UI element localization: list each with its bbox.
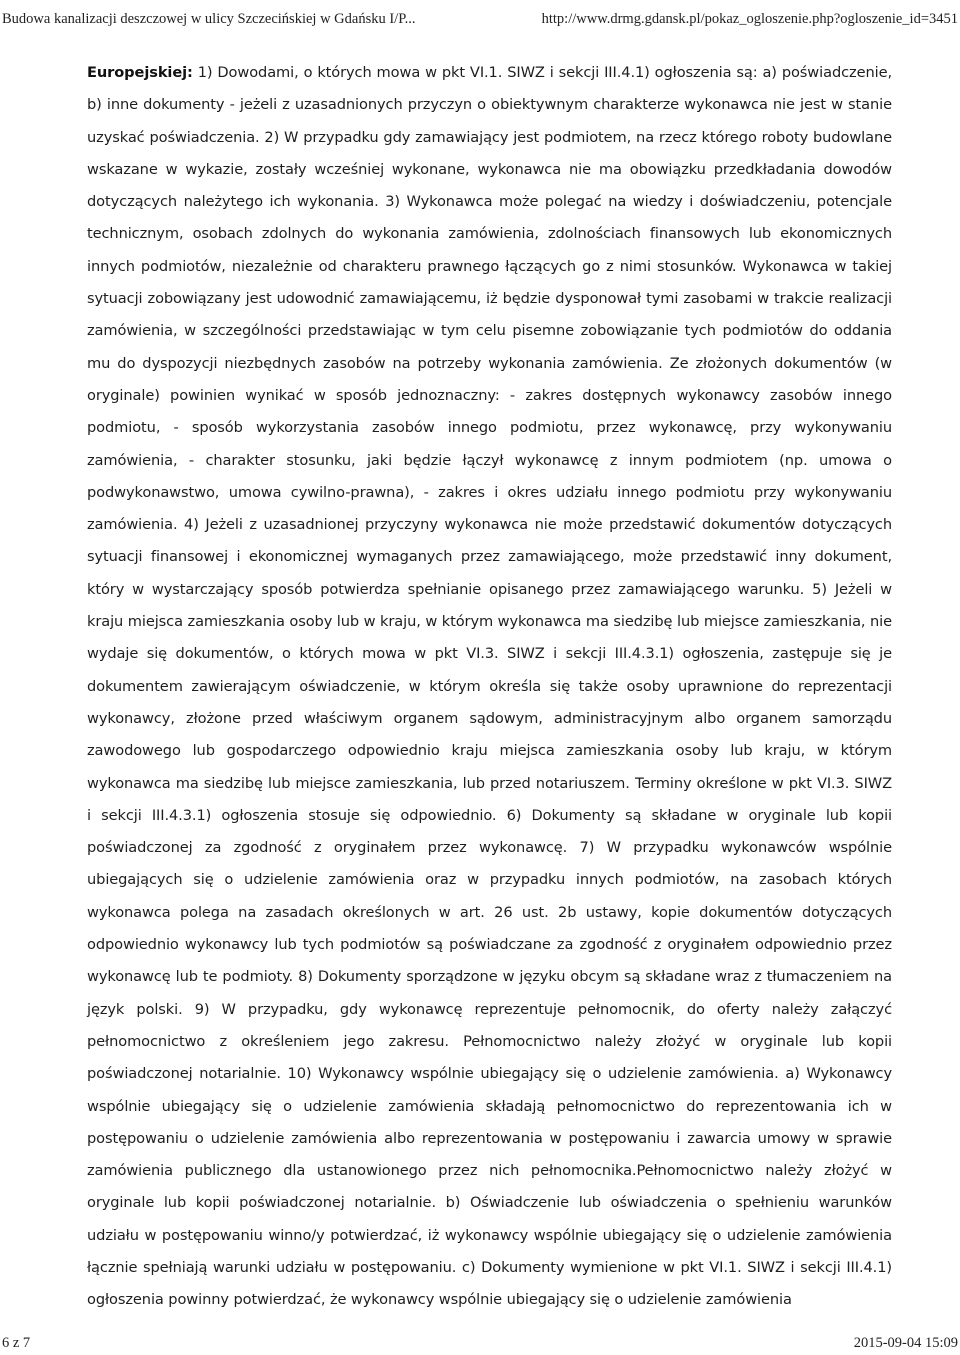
page-number: 6 z 7: [2, 1335, 31, 1351]
print-datetime: 2015-09-04 15:09: [853, 1335, 958, 1351]
body-paragraph: 1) Dowodami, o których mowa w pkt VI.1. SIWZ i sekcji III.4.1) ogłoszenia są: a) poświadczenie, b) inne dokumenty - jeżeli z uzasadnionych przyczyn o obiektywnym charakterze wykonawca nie jest w stanie uzyskać poświadczenia. 2) W przypadku gdy zamawiający jest podmiotem, na rzecz którego roboty budowlane wskazane w wykazie, zostały wcześniej wykonane, wykonawca nie ma obowiązku przedkładania dowodów dotyczących należytego ich wykonania. 3) Wykonawca może polegać na wiedzy i doświadczeniu, potencjale technicznym, osobach zdolnych do wykonania zamówienia, zdolnościach finansowych lub ekonomicznych innych podmiotów, niezależnie od charakteru prawnego łączących go z nimi stosunków. Wykonawca w takiej sytuacji zobowiązany jest udowodnić zamawiającemu, iż będzie dysponował tymi zasobami w trakcie realizacji zamówienia, w szczególności przedstawiając w tym celu pisemne zobowiązanie tych podmiotów do oddania mu do dyspozycji niezbędnych zasobów na potrzeby wykonania zamówienia. Ze złożonych dokumentów (w oryginale) powinien wynikać w sposób jednoznaczny: - zakres dostępnych wykonawcy zasobów innego podmiotu, - sposób wykorzystania zasobów innego podmiotu, przez wykonawcę, przy wykonywaniu zamówienia, - charakter stosunku, jaki będzie łączył wykonawcę z innym podmiotem (np. umowa o podwykonawstwo, umowa cywilno-prawna), - zakres i okres udziału innego podmiotu przy wykonywaniu zamówienia. 4) Jeżeli z uzasadnionej przyczyny wykonawca nie może przedstawić dokumentów dotyczących sytuacji finansowej i ekonomicznej wymaganych przez zamawiającego, może przedstawić inny dokument, który w wystarczający sposób potwierdza spełnianie opisanego przez zamawiającego warunku. 5) Jeżeli w kraju miejsca zamieszkania osoby lub w kraju, w którym wykonawca ma siedzibę lub miejsce zamieszkania, nie wydaje się dokumentów, o których mowa w pkt VI.3. SIWZ i sekcji III.4.3.1) ogłoszenia, zastępuje się je dokumentem zawierającym oświadczenie, w którym określa się także osoby uprawnione do reprezentacji wykonawcy, złożone przed właściwym organem sądowym, administracyjnym albo organem samorządu zawodowego lub gospodarczego odpowiednio kraju miejsca zamieszkania osoby lub kraju, w którym wykonawca ma siedzibę lub miejsce zamieszkania, lub przed notariuszem. Terminy określone w pkt VI.3. SIWZ i sekcji III.4.3.1) ogłoszenia stosuje się odpowiednio. 6) Dokumenty są składane w oryginale lub kopii poświadczonej za zgodność z oryginałem przez wykonawcę. 7) W przypadku wykonawców wspólnie ubiegających się o udzielenie zamówienia oraz w przypadku innych podmiotów, na zasobach których wykonawca polega na zasadach określonych w art. 26 ust. 2b ustawy, kopie dokumentów dotyczących odpowiednio wykonawcy lub tych podmiotów są poświadczane za zgodność z oryginałem odpowiednio przez wykonawcę lub te podmioty. 8) Dokumenty sporządzone w języku obcym są składane wraz z tłumaczeniem na język polski. 9) W przypadku, gdy wykonawcę reprezentuje pełnomocnik, do oferty należy załączyć pełnomocnictwo z określeniem jego zakresu. Pełnomocnictwo należy złożyć w oryginale lub kopii poświadczonej notarialnie. 10) Wykonawcy wspólnie ubiegający się o udzielenie zamówienia. a) Wykonawcy wspólnie ubiegający się o udzielenie zamówienia składają pełnomocnictwo do reprezentowania ich w postępowaniu o udzielenie zamówienia albo reprezentowania w postępowaniu i zawarcia umowy w sprawie zamówienia publicznego dla ustanowionego przez nich pełnomocnika.Pełnomocnictwo należy złożyć w oryginale lub kopii poświadczonej notarialnie. b) Oświadczenie lub oświadczenia o spełnieniu warunków udziału w postępowaniu winno/y potwierdzać, iż wykonawcy wspólnie ubiegający się o udzielenie zamówienia łącznie spełniają warunki udziału w postępowaniu. c) Dokumenty wymienione w pkt VI.1. SIWZ i sekcji III.4.1) ogłoszenia powinny potwierdzać, że wykonawcy wspólnie ubiegający się o udzielenie zamówienia: [87, 64, 892, 1309]
print-header: [0, 11, 960, 31]
document-body: [87, 57, 892, 1317]
section-lead: Europejskiej:: [87, 64, 193, 81]
page-title: Budowa kanalizacji deszczowej w ulicy Szczecińskiej w Gdańsku I/P...: [2, 11, 416, 27]
page-url: http://www.drmg.gdansk.pl/pokaz_ogloszenie.php?ogloszenie_id=3451: [541, 11, 958, 27]
print-footer: [0, 1335, 960, 1355]
